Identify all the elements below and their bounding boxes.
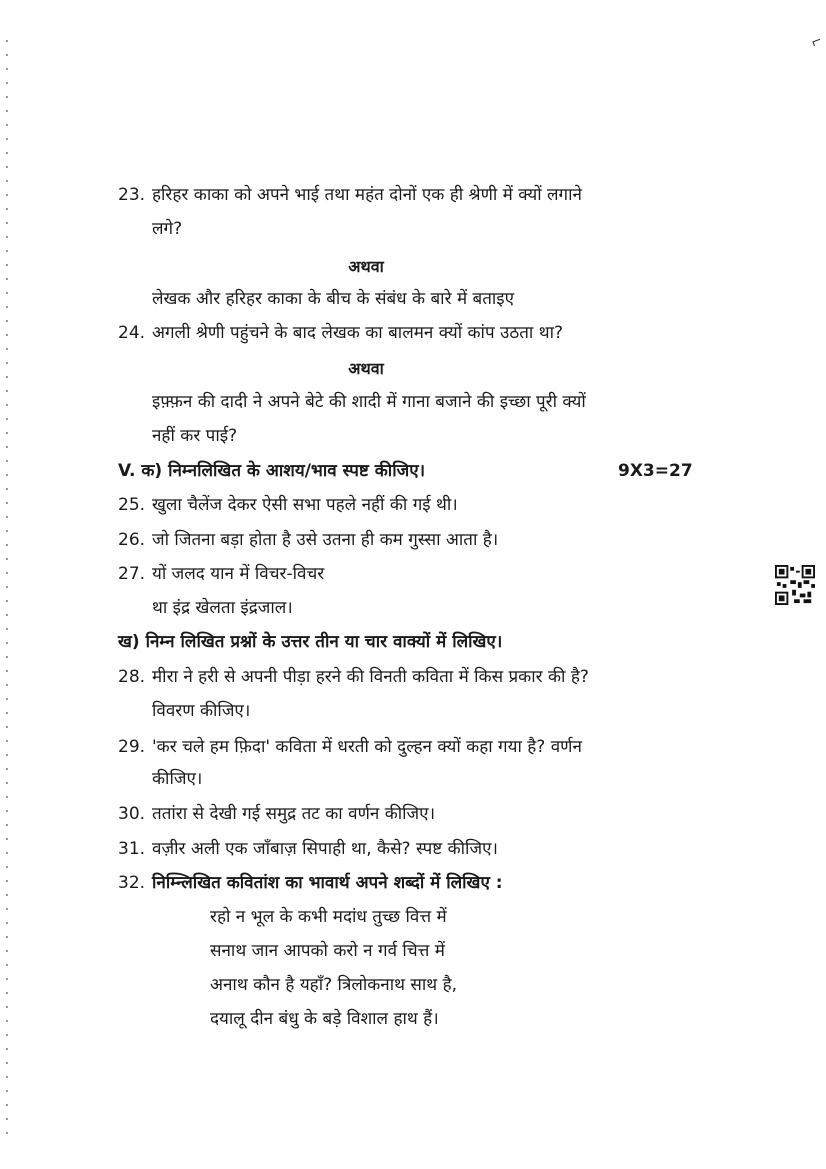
q26-number: 26.: [118, 530, 146, 550]
poem-line-2: सनाथ जान आपको करो न गर्व चित्त में: [210, 941, 445, 961]
q31-number: 31.: [118, 839, 146, 859]
q32-number: 32.: [118, 873, 146, 893]
corner-mark: [812, 39, 821, 46]
section-v-heading: V. क) निम्नलिखित के आशय/भाव स्पष्ट कीजिए।: [118, 461, 426, 481]
q24-number: 24.: [118, 323, 146, 343]
qr-code: [775, 565, 815, 605]
q23-text-line2: लगे?: [152, 219, 183, 239]
q24-alternative-line2: नहीं कर पाई?: [152, 426, 238, 446]
q23-alternative: लेखक और हरिहर काका के बीच के संबंध के बारे में बताइए: [152, 289, 515, 309]
q27-text-line1: यों जलद यान में विचर-विचर: [152, 564, 325, 584]
q30-text: ततांरा से देखी गई समुद्र तट का वर्णन कीजिए।: [152, 804, 436, 824]
poem-line-1: रहो न भूल के कभी मदांध तुच्छ वित्त में: [210, 907, 447, 927]
q28-number: 28.: [118, 667, 146, 687]
q29-text-line2: कीजिए।: [152, 769, 203, 789]
q23-or-label: अथवा: [348, 257, 384, 276]
q27-number: 27.: [118, 564, 146, 584]
scan-edge-dots: [6, 40, 8, 1140]
section-kha-heading: ख) निम्न लिखित प्रश्नों के उत्तर तीन या चार वाक्यों में लिखिए।: [118, 632, 503, 652]
section-v-marks: 9X3=27: [618, 461, 693, 481]
q27-text-line2: था इंद्र खेलता इंद्रजाल।: [152, 598, 293, 618]
q32-text: निम्न्लिखित कवितांश का भावार्थ अपने शब्दों में लिखिए :: [152, 873, 503, 893]
q25-number: 25.: [118, 495, 146, 515]
q28-text-line1: मीरा ने हरी से अपनी पीड़ा हरने की विनती कविता में किस प्रकार की है?: [152, 667, 589, 687]
q29-number: 29.: [118, 737, 146, 757]
q24-or-label: अथवा: [348, 359, 384, 378]
q29-text-line1: 'कर चले हम फ़िदा' कविता में धरती को दुल्हन क्यों कहा गया है? वर्णन: [152, 737, 582, 757]
q24-alternative-line1: इफ़्फ़न की दादी ने अपने बेटे की शादी में गाना बजाने की इच्छा पूरी क्यों: [152, 392, 586, 412]
q30-number: 30.: [118, 804, 146, 824]
q25-text: खुला चैलेंज देकर ऐसी सभा पहले नहीं की गई थी।: [152, 495, 458, 515]
q23-number: 23.: [118, 185, 146, 205]
q31-text: वज़ीर अली एक जाँबाज़ सिपाही था, कैसे? स्पष्ट कीजिए।: [152, 839, 498, 859]
poem-line-3: अनाथ कौन है यहाँ? त्रिलोकनाथ साथ है,: [210, 975, 458, 995]
q23-text-line1: हरिहर काका को अपने भाई तथा महंत दोनों एक ही श्रेणी में क्यों लगाने: [152, 185, 582, 205]
q24-text: अगली श्रेणी पहुंचने के बाद लेखक का बालमन क्यों कांप उठता था?: [152, 323, 563, 343]
q26-text: जो जितना बड़ा होता है उसे उतना ही कम गुस्सा आता है।: [152, 530, 499, 550]
q28-text-line2: विवरण कीजिए।: [152, 701, 251, 721]
poem-line-4: दयालू दीन बंधु के बड़े विशाल हाथ हैं।: [210, 1009, 439, 1029]
